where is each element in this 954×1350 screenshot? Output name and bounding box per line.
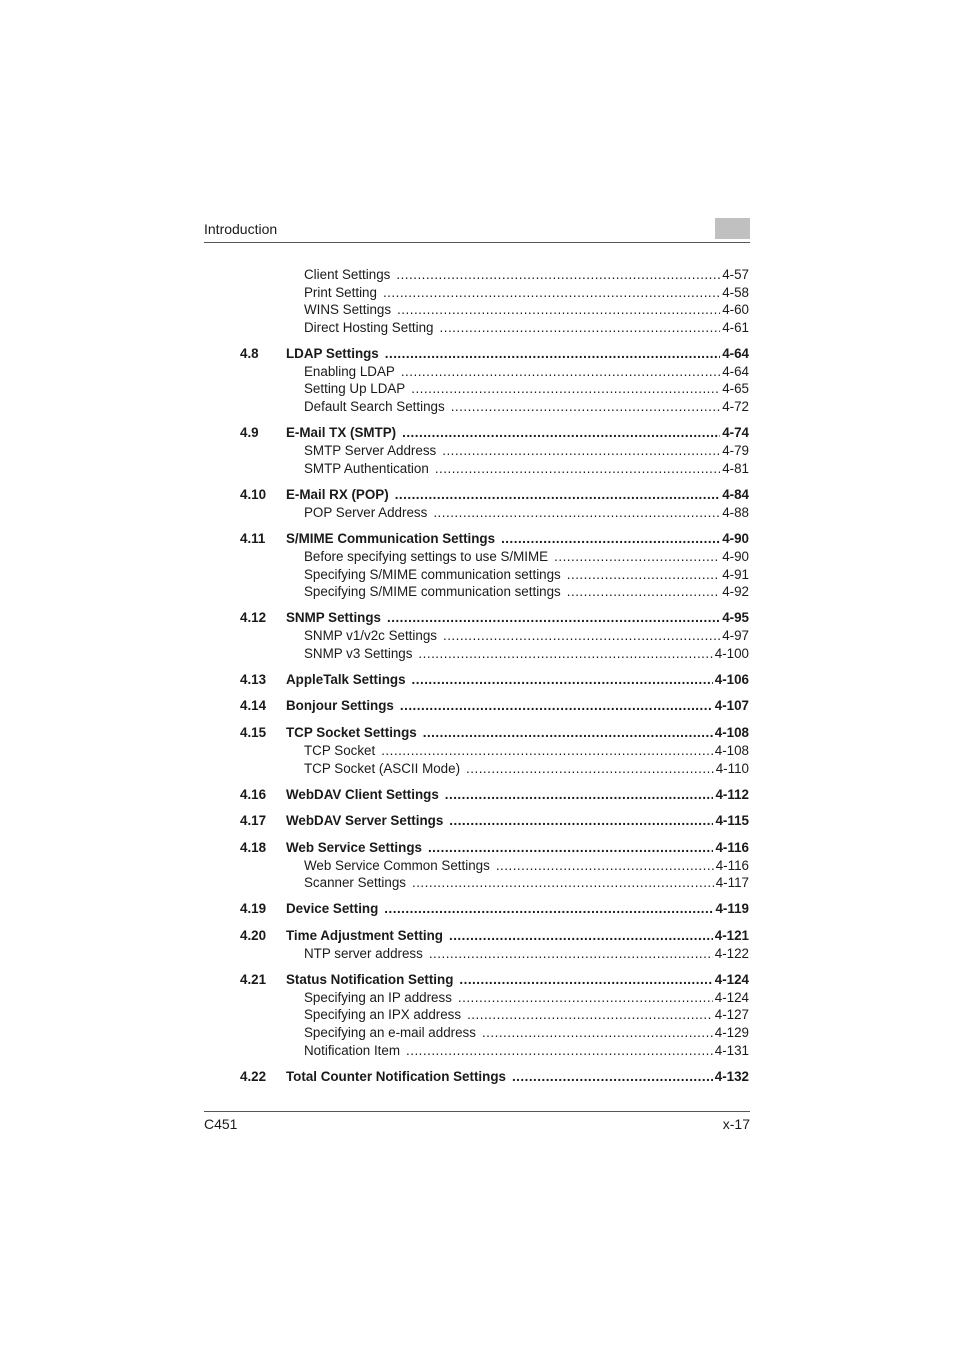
- toc-page-number: 4-92: [722, 584, 749, 600]
- toc-subentry[interactable]: [240, 742, 749, 760]
- toc-page-number: 4-60: [722, 302, 749, 318]
- toc-subentry[interactable]: [240, 319, 749, 337]
- toc-entry-title: Before specifying settings to use S/MIME: [304, 548, 549, 564]
- toc-dot-leader: [496, 857, 714, 875]
- toc-entry-title: TCP Socket Settings: [286, 724, 417, 740]
- toc-entry-title: POP Server Address: [304, 504, 428, 520]
- toc-entry-title: Notification Item: [304, 1042, 401, 1058]
- toc-subentry[interactable]: [240, 398, 749, 416]
- toc-section-number: 4.22: [240, 1068, 267, 1084]
- toc-dot-leader: [384, 899, 713, 918]
- toc-entry-title: WebDAV Server Settings: [286, 813, 444, 829]
- toc-dot-leader: [501, 529, 720, 548]
- toc-entry-title: Specifying S/MIME communication settings: [304, 566, 561, 582]
- toc-subentry[interactable]: [240, 645, 749, 663]
- toc-entry-title: S/MIME Communication Settings: [286, 530, 496, 546]
- toc-dot-leader: [429, 945, 713, 963]
- toc-page-number: 4-74: [722, 425, 749, 441]
- toc-section: [240, 529, 749, 601]
- toc-section-number: 4.19: [240, 901, 267, 917]
- toc-page-number: 4-88: [722, 504, 749, 520]
- toc-section: [240, 785, 749, 804]
- toc-page-number: 4-95: [722, 610, 749, 626]
- toc-dot-leader: [435, 460, 720, 478]
- toc-section: [240, 670, 749, 689]
- toc-section-heading[interactable]: [240, 696, 749, 715]
- toc-section-number: 4.11: [240, 530, 266, 546]
- toc-entry-title: Direct Hosting Setting: [304, 319, 434, 335]
- toc-subentry[interactable]: [240, 504, 749, 522]
- toc-dot-leader: [381, 742, 713, 760]
- toc-page-number: 4-72: [722, 399, 749, 415]
- toc-dot-leader: [458, 989, 713, 1007]
- toc-page-number: 4-106: [714, 671, 749, 687]
- toc-entry-title: AppleTalk Settings: [286, 671, 406, 687]
- toc-entry-title: Print Setting: [304, 284, 377, 300]
- toc-section-number: 4.16: [240, 786, 267, 802]
- toc-dot-leader: [567, 583, 720, 601]
- toc-page-number: 4-100: [714, 645, 749, 661]
- toc-entry-title: Time Adjustment Setting: [286, 927, 443, 943]
- toc-entry-title: SMTP Authentication: [304, 460, 429, 476]
- toc-page-number: 4-124: [714, 971, 749, 987]
- toc-subentry[interactable]: [240, 874, 749, 892]
- toc-section-heading[interactable]: [240, 670, 749, 689]
- table-of-contents: [240, 266, 749, 1086]
- toc-section: [240, 608, 749, 662]
- toc-entry-title: Status Notification Setting: [286, 971, 454, 987]
- toc-entry-title: E-Mail RX (POP): [286, 486, 389, 502]
- toc-entry-title: Specifying an IP address: [304, 989, 452, 1005]
- toc-section-number: 4.21: [240, 971, 267, 987]
- toc-dot-leader: [482, 1024, 713, 1042]
- page-footer: [204, 1111, 750, 1132]
- toc-entry-title: WebDAV Client Settings: [286, 786, 439, 802]
- toc-page-number: 4-116: [715, 839, 749, 855]
- toc-subentry[interactable]: [240, 548, 749, 566]
- toc-section: [240, 926, 749, 963]
- toc-page-number: 4-84: [722, 486, 749, 502]
- toc-section-number: 4.17: [240, 813, 267, 829]
- toc-section-heading[interactable]: [240, 723, 749, 742]
- toc-page-number: 4-116: [715, 857, 749, 873]
- toc-entry-title: Setting Up LDAP: [304, 381, 406, 397]
- toc-section-number: 4.10: [240, 486, 267, 502]
- toc-entry-title: SNMP v3 Settings: [304, 645, 413, 661]
- toc-entry-title: TCP Socket: [304, 742, 376, 758]
- toc-page-number: 4-121: [714, 927, 749, 943]
- toc-section: [240, 1067, 749, 1086]
- toc-page-number: 4-64: [722, 345, 749, 361]
- toc-dot-leader: [423, 723, 713, 742]
- toc-section-heading[interactable]: [240, 970, 749, 989]
- toc-dot-leader: [443, 627, 720, 645]
- toc-section: [240, 266, 749, 336]
- toc-dot-leader: [401, 363, 720, 381]
- toc-dot-leader: [567, 566, 720, 584]
- toc-subentry[interactable]: [240, 284, 749, 302]
- toc-dot-leader: [383, 284, 720, 302]
- page-header: [204, 218, 750, 243]
- toc-section: [240, 899, 749, 918]
- toc-page-number: 4-79: [722, 443, 749, 459]
- toc-page-number: 4-117: [715, 875, 749, 891]
- toc-page-number: 4-127: [714, 1007, 749, 1023]
- toc-entry-title: Device Setting: [286, 901, 379, 917]
- toc-dot-leader: [387, 608, 720, 627]
- toc-section-heading[interactable]: [240, 485, 749, 504]
- toc-entry-title: Web Service Settings: [286, 839, 422, 855]
- toc-subentry[interactable]: [240, 760, 749, 778]
- toc-dot-leader: [402, 423, 720, 442]
- toc-page-number: 4-58: [722, 284, 749, 300]
- toc-dot-leader: [442, 442, 720, 460]
- toc-subentry[interactable]: [240, 266, 749, 284]
- toc-page-number: 4-108: [714, 724, 749, 740]
- toc-entry-title: SMTP Server Address: [304, 443, 437, 459]
- toc-page-number: 4-110: [715, 760, 749, 776]
- toc-subentry[interactable]: [240, 1024, 749, 1042]
- toc-dot-leader: [411, 380, 720, 398]
- toc-entry-title: E-Mail TX (SMTP): [286, 425, 397, 441]
- toc-entry-title: Total Counter Notification Settings: [286, 1068, 506, 1084]
- toc-page-number: 4-57: [722, 267, 749, 282]
- toc-page-number: 4-124: [714, 989, 749, 1005]
- toc-dot-leader: [397, 301, 720, 319]
- toc-page-number: 4-91: [722, 566, 749, 582]
- toc-page-number: 4-132: [714, 1068, 749, 1084]
- toc-entry-title: Specifying an IPX address: [304, 1007, 462, 1023]
- toc-page-number: 4-90: [722, 530, 749, 546]
- toc-section: [240, 723, 749, 777]
- toc-section-number: 4.15: [240, 724, 267, 740]
- toc-section: [240, 838, 749, 892]
- toc-page-number: 4-65: [722, 381, 749, 397]
- toc-section: [240, 423, 749, 477]
- toc-page-number: 4-81: [722, 460, 749, 476]
- toc-section-heading[interactable]: [240, 529, 749, 548]
- toc-section-number: 4.13: [240, 671, 267, 687]
- toc-subentry[interactable]: [240, 301, 749, 319]
- toc-dot-leader: [449, 811, 713, 830]
- toc-subentry[interactable]: [240, 1006, 749, 1024]
- toc-section-heading[interactable]: [240, 811, 749, 830]
- footer-model: C451: [204, 1116, 238, 1132]
- toc-entry-title: Scanner Settings: [304, 875, 406, 891]
- toc-dot-leader: [412, 670, 713, 689]
- toc-page-number: 4-97: [722, 628, 749, 644]
- toc-subentry[interactable]: [240, 460, 749, 478]
- toc-section-heading[interactable]: [240, 785, 749, 804]
- toc-dot-leader: [406, 1042, 713, 1060]
- toc-subentry[interactable]: [240, 945, 749, 963]
- toc-section: [240, 485, 749, 522]
- toc-section-number: 4.20: [240, 927, 267, 943]
- toc-entry-title: SNMP v1/v2c Settings: [304, 628, 437, 644]
- toc-section-heading[interactable]: [240, 926, 749, 945]
- toc-section: [240, 811, 749, 830]
- toc-dot-leader: [449, 926, 713, 945]
- toc-page-number: 4-115: [715, 813, 749, 829]
- toc-section-heading[interactable]: [240, 344, 749, 363]
- toc-entry-title: Web Service Common Settings: [304, 857, 490, 873]
- toc-entry-title: Client Settings: [304, 267, 391, 282]
- toc-dot-leader: [451, 398, 721, 416]
- toc-page-number: 4-112: [715, 786, 749, 802]
- toc-dot-leader: [554, 548, 720, 566]
- toc-dot-leader: [467, 1006, 713, 1024]
- toc-dot-leader: [385, 344, 720, 363]
- toc-section: [240, 696, 749, 715]
- toc-dot-leader: [428, 838, 714, 857]
- toc-entry-title: WINS Settings: [304, 302, 392, 318]
- toc-dot-leader: [445, 785, 714, 804]
- toc-dot-leader: [412, 874, 714, 892]
- header-tab-marker: [715, 218, 750, 239]
- toc-section: [240, 970, 749, 1059]
- toc-section-number: 4.18: [240, 839, 267, 855]
- toc-page-number: 4-90: [722, 548, 749, 564]
- toc-dot-leader: [433, 504, 720, 522]
- toc-page-number: 4-119: [715, 901, 749, 917]
- toc-dot-leader: [418, 645, 712, 663]
- toc-subentry[interactable]: [240, 989, 749, 1007]
- toc-section-number: 4.12: [240, 610, 267, 626]
- toc-entry-title: Specifying an e-mail address: [304, 1025, 476, 1041]
- toc-dot-leader: [440, 319, 721, 337]
- toc-entry-title: Bonjour Settings: [286, 698, 394, 714]
- toc-entry-title: TCP Socket (ASCII Mode): [304, 760, 461, 776]
- toc-dot-leader: [395, 485, 721, 504]
- toc-page-number: 4-61: [722, 319, 749, 335]
- toc-section-heading[interactable]: [240, 838, 749, 857]
- toc-entry-title: NTP server address: [304, 945, 423, 961]
- toc-subentry[interactable]: [240, 442, 749, 460]
- toc-subentry[interactable]: [240, 583, 749, 601]
- toc-subentry[interactable]: [240, 363, 749, 381]
- toc-page-number: 4-108: [714, 742, 749, 758]
- toc-section-heading[interactable]: [240, 1067, 749, 1086]
- toc-entry-title: SNMP Settings: [286, 610, 381, 626]
- toc-section-number: 4.14: [240, 698, 267, 714]
- toc-dot-leader: [512, 1067, 713, 1086]
- toc-dot-leader: [396, 266, 720, 284]
- toc-entry-title: Enabling LDAP: [304, 363, 395, 379]
- toc-section-number: 4.9: [240, 425, 259, 441]
- header-title: Introduction: [204, 221, 278, 237]
- toc-section-heading[interactable]: [240, 423, 749, 442]
- toc-dot-leader: [459, 970, 712, 989]
- toc-section-heading[interactable]: [240, 608, 749, 627]
- toc-section-number: 4.8: [240, 345, 259, 361]
- toc-subentry[interactable]: [240, 566, 749, 584]
- toc-page-number: 4-64: [722, 363, 749, 379]
- toc-entry-title: LDAP Settings: [286, 345, 379, 361]
- toc-subentry[interactable]: [240, 627, 749, 645]
- toc-page-number: 4-131: [714, 1042, 749, 1058]
- toc-subentry[interactable]: [240, 380, 749, 398]
- toc-page-number: 4-129: [714, 1025, 749, 1041]
- toc-dot-leader: [466, 760, 714, 778]
- toc-entry-title: Default Search Settings: [304, 399, 445, 415]
- toc-dot-leader: [400, 696, 713, 715]
- toc-entry-title: Specifying S/MIME communication settings: [304, 584, 561, 600]
- toc-section: [240, 344, 749, 416]
- footer-page-number: x-17: [722, 1116, 750, 1132]
- toc-subentry[interactable]: [240, 857, 749, 875]
- toc-subentry[interactable]: [240, 1042, 749, 1060]
- toc-page-number: 4-107: [714, 698, 749, 714]
- toc-page-number: 4-122: [714, 945, 749, 961]
- toc-section-heading[interactable]: [240, 899, 749, 918]
